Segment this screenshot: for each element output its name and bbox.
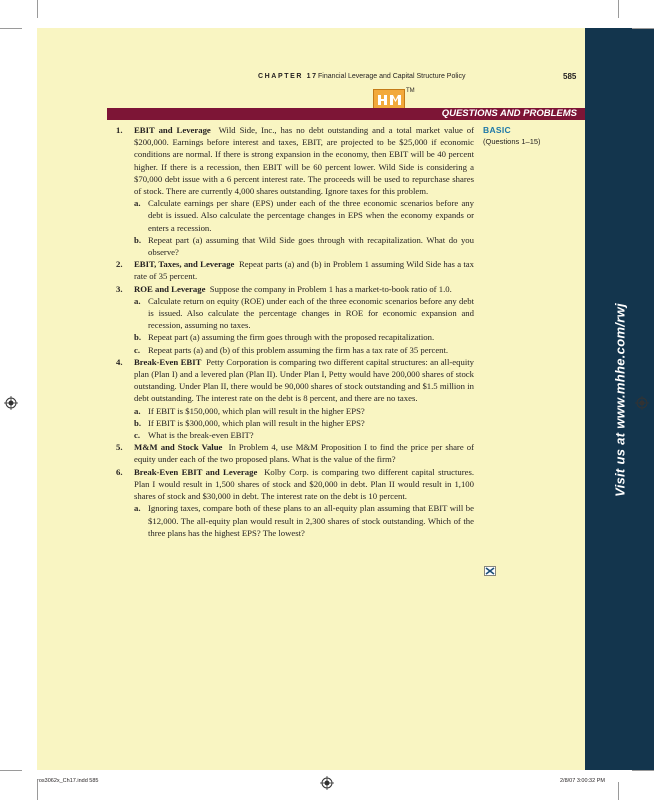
part-label: a. bbox=[134, 503, 141, 514]
problem-title: Break-Even EBIT bbox=[134, 356, 202, 367]
problem-part bbox=[134, 197, 474, 234]
part-label: a. bbox=[134, 198, 141, 209]
problem-number: 1. bbox=[116, 125, 123, 135]
spreadsheet-x-icon bbox=[484, 566, 496, 576]
problem-text: Kolby Corp. is comparing two different capital structures. Plan I would result in 1,500 shares of stock and $20,000 in debt. Plan II would result in 1,100 shares of stock and $30,000 in debt. The interest rate on the debt is 10 percent. bbox=[134, 466, 475, 502]
chapter-title: Financial Leverage and Capital Structure Policy bbox=[318, 73, 466, 80]
crop-mark bbox=[632, 770, 654, 771]
part-label: a. bbox=[134, 295, 141, 306]
registration-mark-icon bbox=[635, 396, 649, 410]
running-header bbox=[0, 71, 585, 85]
registration-mark-icon bbox=[320, 776, 334, 790]
problem-part bbox=[134, 405, 474, 417]
crop-mark bbox=[632, 28, 654, 29]
problem-list bbox=[110, 124, 474, 539]
file-slug: ros3062x_Ch17.indd 585 bbox=[37, 778, 99, 784]
problem-5 bbox=[110, 441, 474, 465]
part-text: Calculate earnings per share (EPS) under each of the three economic scenarios before any debt is issued. Also calculate the percentage changes in EPS when the economy expands or enters a recession. bbox=[148, 198, 474, 233]
part-text: Repeat part (a) assuming the firm goes through with the proposed recapitalization. bbox=[148, 332, 435, 343]
problem-text: Wild Side, Inc., has no debt outstanding and a total market value of $200,000. Earnings before interest and taxes, EBIT, are projected to be $25,000 if economic conditions are normal. If there is strong expansion in the economy, then EBIT will be 40 percent higher. If there is a recession, then EBIT will be 60 percent lower. Wild Side is considering a $70,000 debt issue with a 6 percent interest rate. The proceeds will be used to repurchase shares of stock. There are currently 4,000 shares outstanding. Ignore taxes for this problem. bbox=[134, 125, 474, 197]
problem-6 bbox=[110, 466, 474, 539]
problem-part bbox=[134, 234, 474, 258]
registration-mark-icon bbox=[4, 396, 18, 410]
problem-part bbox=[134, 344, 474, 356]
problem-1 bbox=[110, 124, 474, 258]
problem-title: ROE and Leverage bbox=[134, 283, 206, 294]
part-text: If EBIT is $300,000, which plan will result in the higher EPS? bbox=[148, 417, 365, 428]
problem-title: M&M and Stock Value bbox=[134, 442, 223, 453]
trademark-mark: TM bbox=[406, 88, 415, 94]
crop-mark bbox=[0, 770, 22, 771]
problem-part bbox=[134, 502, 474, 539]
section-title: QUESTIONS AND PROBLEMS bbox=[441, 108, 577, 119]
problem-part bbox=[134, 429, 474, 441]
problem-part bbox=[134, 417, 474, 429]
part-label: b. bbox=[134, 417, 142, 428]
problem-title: EBIT and Leverage bbox=[134, 125, 211, 135]
crop-mark bbox=[618, 0, 619, 18]
hm-logo-icon bbox=[373, 89, 405, 110]
part-text: Calculate return on equity (ROE) under each of the three economic scenarios before any debt is issued. Also calculate the percentage changes in ROE for economic expansion and recession, assuming no taxes. bbox=[148, 295, 474, 331]
part-text: Ignoring taxes, compare both of these plans to an all-equity plan assuming that EBIT will be $12,000. The all-equity plan would result in 2,300 shares of stock outstanding. Which of the three plans has the highest EPS? The lowest? bbox=[148, 503, 474, 538]
part-label: c. bbox=[134, 344, 141, 355]
problem-number: 2. bbox=[116, 259, 123, 270]
basic-label: BASIC bbox=[483, 125, 511, 135]
part-label: a. bbox=[134, 405, 141, 416]
crop-mark bbox=[37, 0, 38, 18]
part-label: b. bbox=[134, 234, 142, 245]
question-range: (Questions 1–15) bbox=[483, 137, 541, 146]
crop-mark bbox=[618, 782, 619, 800]
problem-part bbox=[134, 331, 474, 343]
crop-mark bbox=[37, 782, 38, 800]
problem-text: In Problem 4, use M&M Proposition I to find the price per share of equity under each of the two proposed plans. What is the value of the firm? bbox=[134, 442, 474, 465]
problem-text: Petty Corporation is comparing two different capital structures: an all-equity plan (Plan I) and a levered plan (Plan II). Under Plan I, Petty would have 200,000 shares of stock outstanding. Under Plan II, there would be 90,000 shares of stock outstanding and $1.5 million in debt outstanding. The interest rate on the debt is 8 percent, and there are no taxes. bbox=[134, 356, 474, 404]
problem-text: Repeat parts (a) and (b) in Problem 1 assuming Wild Side has a tax rate of 35 percent. bbox=[134, 259, 475, 282]
sidebar-url-text: Visit us at www.mhhe.com/rwj bbox=[612, 303, 628, 497]
problem-number: 6. bbox=[116, 466, 123, 477]
problem-title: EBIT, Taxes, and Leverage bbox=[134, 259, 235, 270]
part-text: Repeat parts (a) and (b) of this problem assuming the firm has a tax rate of 35 percent. bbox=[148, 344, 449, 355]
problem-3 bbox=[110, 283, 474, 356]
date-slug: 2/8/07 3:00:32 PM bbox=[560, 778, 605, 784]
part-text: If EBIT is $150,000, which plan will result in the higher EPS? bbox=[148, 405, 365, 416]
problem-part bbox=[134, 295, 474, 332]
page-number: 585 bbox=[563, 72, 577, 81]
problem-2 bbox=[110, 258, 474, 282]
problem-title: Break-Even EBIT and Leverage bbox=[134, 466, 258, 477]
problem-number: 4. bbox=[116, 356, 123, 367]
problem-4 bbox=[110, 356, 474, 441]
part-label: b. bbox=[134, 332, 142, 343]
part-text: What is the break-even EBIT? bbox=[148, 430, 254, 441]
crop-mark bbox=[0, 28, 22, 29]
part-text: Repeat part (a) assuming that Wild Side goes through with recapitalization. What do you observe? bbox=[148, 234, 474, 258]
part-label: c. bbox=[134, 430, 141, 441]
problem-number: 5. bbox=[116, 442, 123, 453]
problem-text: Suppose the company in Problem 1 has a market-to-book ratio of 1.0. bbox=[209, 283, 452, 294]
problem-number: 3. bbox=[116, 283, 123, 294]
section-band bbox=[107, 108, 585, 120]
chapter-label: CHAPTER 17 bbox=[258, 73, 318, 80]
